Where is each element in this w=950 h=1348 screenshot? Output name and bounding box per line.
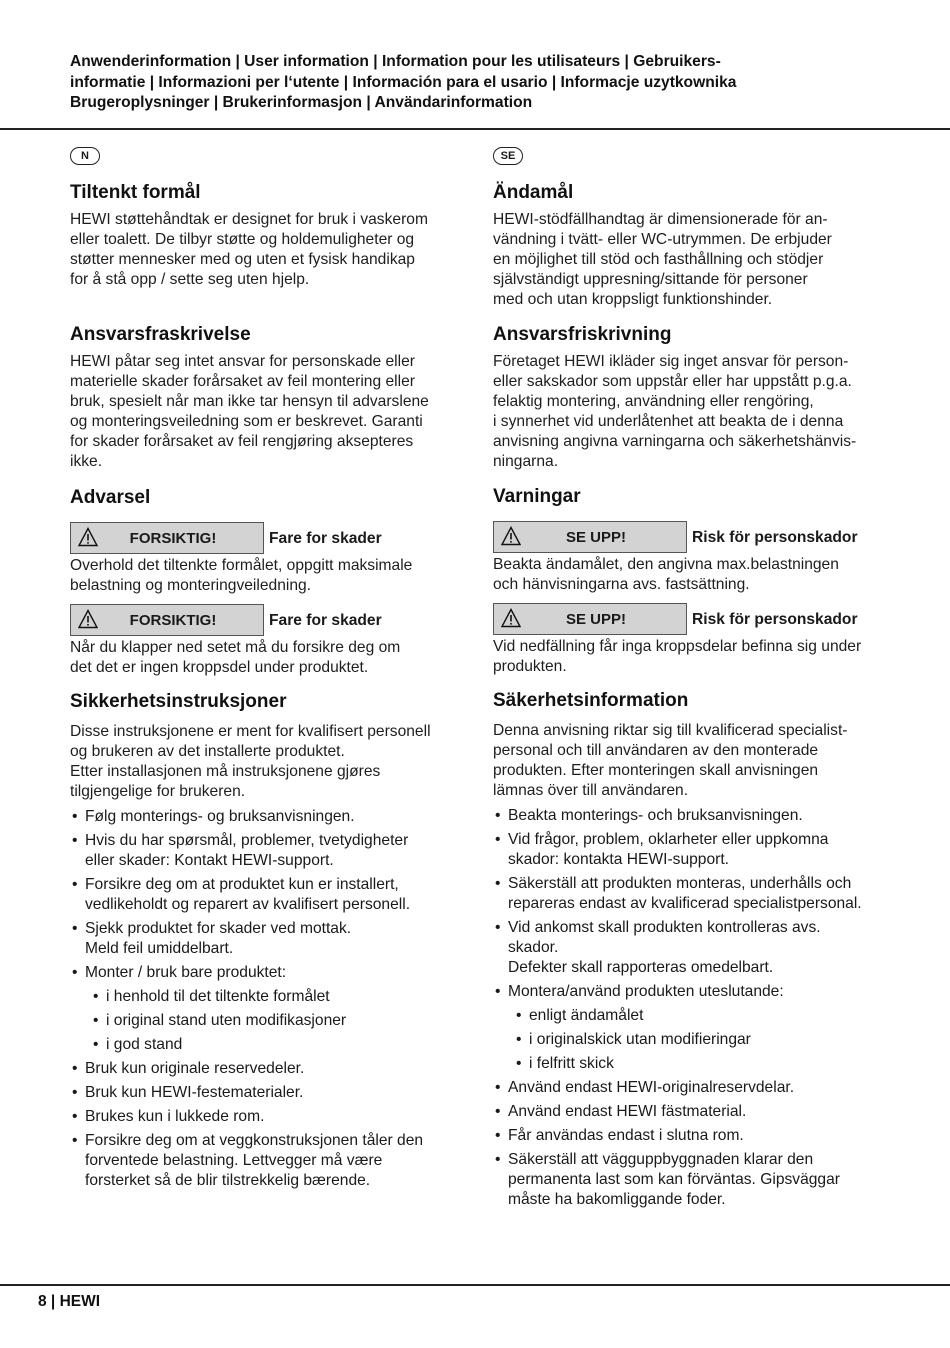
disclaimer-text: HEWI påtar seg intet ansvar for personskade eller materielle skader forårsaket av feil montering eller bruk, spesielt når man ikke tar hensyn til advarslene og monteringsveiledning som er beskrevet. Garanti for skader forårsaket av feil rengjøring aksepteres ikke. xyxy=(70,353,429,470)
sub-list-item: • i felfritt skick xyxy=(493,1054,883,1074)
sub-list-item: • i originalskick utan modifieringar xyxy=(493,1030,883,1050)
section-title-safety: Sikkerhetsinstruksjoner xyxy=(70,691,287,712)
safety-intro: Denna anvisning riktar sig till kvalificerad specialist- personal och till användaren av den monterade produkten. Efter monteringen skall anvisningen lämnas över till användaren. xyxy=(493,722,848,799)
warning-callout xyxy=(70,604,460,636)
list-item: • Forsikre deg om at veggkonstruksjonen tåler den forventede belastning. Lettvegger må være forsterket så de blir tilstrekkelig bærende. xyxy=(70,1131,460,1191)
warning-label: SE UPP! xyxy=(565,611,626,628)
column-norwegian xyxy=(70,146,460,1195)
list-item: • Vid ankomst skall produkten kontrolleras avs. skador. Defekter skall rapporteras omedelbart. xyxy=(493,918,883,978)
warning-callout xyxy=(493,603,883,635)
section-title-purpose: Ändamål xyxy=(493,182,574,203)
list-item: • Säkerställ att produkten monteras, underhålls och repareras endast av kvalificerad specialistpersonal. xyxy=(493,874,883,914)
list-item: • Hvis du har spørsmål, problemer, tvetydigheter eller skader: Kontakt HEWI-support. xyxy=(70,831,460,871)
list-item: • Får användas endast i slutna rom. xyxy=(493,1126,883,1146)
page-header xyxy=(70,52,910,114)
page-footer: 8 | HEWI xyxy=(38,1293,101,1310)
warning-label: FORSIKTIG! xyxy=(129,530,217,547)
header-divider xyxy=(0,128,950,130)
list-item: • Monter / bruk bare produktet: xyxy=(70,963,460,983)
language-badge: N xyxy=(70,147,100,165)
list-item: • Forsikre deg om at produktet kun er installert, vedlikeholdt og reparert av kvalifisert personell. xyxy=(70,875,460,915)
warning-hazard: Risk för personskador xyxy=(692,611,858,628)
warning-box xyxy=(493,521,687,553)
purpose-text: HEWI støttehåndtak er designet for bruk i vaskerom eller toalett. De tilbyr støtte og holdemuligheter og støtter mennesker med og uten et fysisk handikap for å stå opp / sette seg uten hjelp. xyxy=(70,211,428,288)
warning-text: Vid nedfällning får inga kroppsdelar befinna sig under produkten. xyxy=(493,638,862,675)
warning-callout xyxy=(70,522,460,554)
list-item: • Sjekk produktet for skader ved mottak. Meld feil umiddelbart. xyxy=(70,919,460,959)
list-item: • Använd endast HEWI fästmaterial. xyxy=(493,1102,883,1122)
warning-box xyxy=(493,603,687,635)
safety-intro: Disse instruksjonene er ment for kvalifisert personell og brukeren av det installerte produktet. Etter installasjonen må instruksjonene gjøres tilgjengelige for brukeren. xyxy=(70,723,431,800)
safety-list xyxy=(70,807,460,1191)
warning-label: FORSIKTIG! xyxy=(129,612,217,629)
sub-list-item: • i henhold til det tiltenkte formålet xyxy=(70,987,460,1007)
warning-text: Overhold det tiltenkte formålet, oppgitt maksimale belastning og monteringveiledning. xyxy=(70,557,413,594)
list-item: • Säkerställ att vägguppbyggnaden klarar den permanenta last som kan förväntas. Gipsväggar måste ha bakomliggande foder. xyxy=(493,1150,883,1210)
list-item: • Brukes kun i lukkede rom. xyxy=(70,1107,460,1127)
warning-callout xyxy=(493,521,883,553)
sub-list-item: • i original stand uten modifikasjoner xyxy=(70,1011,460,1031)
sub-list-item: • i god stand xyxy=(70,1035,460,1055)
header-line: Brugeroplysninger | Brukerinformasjon | Användarinformation xyxy=(70,94,533,111)
section-title-warning: Varningar xyxy=(493,486,581,507)
section-title-disclaimer: Ansvarsfraskrivelse xyxy=(70,324,251,345)
warning-box xyxy=(70,604,264,636)
list-item: • Använd endast HEWI-originalreservdelar. xyxy=(493,1078,883,1098)
disclaimer-text: Företaget HEWI ikläder sig inget ansvar för person- eller sakskador som uppstår eller har uppstått p.g.a. felaktig montering, användning eller rengöring, i synnerhet vid underlåtenhet att beakta de i denna anvisning angivna varningarna och säkerhetshänvis- ningarna. xyxy=(493,353,857,470)
column-swedish xyxy=(493,146,883,1214)
section-title-purpose: Tiltenkt formål xyxy=(70,182,201,203)
warning-text: Beakta ändamålet, den angivna max.belastningen och hänvisningarna avs. fastsättning. xyxy=(493,556,839,593)
purpose-text: HEWI-stödfällhandtag är dimensionerade för an- vändning i tvätt- eller WC-utrymmen. De erbjuder en möjlighet till stöd och fasthållning och stödjer självständigt uppresning/sittande för personer med och utan kroppsligt funktionshinder. xyxy=(493,211,832,308)
warning-hazard: Fare for skader xyxy=(269,612,382,629)
section-title-disclaimer: Ansvarsfriskrivning xyxy=(493,324,672,345)
section-title-safety: Säkerhetsinformation xyxy=(493,690,689,711)
warning-text: Når du klapper ned setet må du forsikre deg om det det er ingen kroppsdel under produktet. xyxy=(70,639,401,676)
header-line: informatie | Informazioni per l‘utente | Información para el usario | Informacje uzytkownika xyxy=(70,73,737,91)
list-item: • Bruk kun originale reservedeler. xyxy=(70,1059,460,1079)
list-item: • Montera/använd produkten uteslutande: xyxy=(493,982,883,1002)
list-item: • Bruk kun HEWI-festematerialer. xyxy=(70,1083,460,1103)
warning-box xyxy=(70,522,264,554)
list-item: • Beakta monterings- och bruksanvisningen. xyxy=(493,806,883,826)
warning-hazard: Risk för personskador xyxy=(692,529,858,546)
footer-divider xyxy=(0,1284,950,1286)
header-line: Anwenderinformation | User information | Information pour les utilisateurs | Gebruikers- xyxy=(70,53,721,70)
safety-list xyxy=(493,806,883,1210)
section-title-warning: Advarsel xyxy=(70,487,151,508)
list-item: • Vid frågor, problem, oklarheter eller uppkomna skador: kontakta HEWI-support. xyxy=(493,830,883,870)
warning-label: SE UPP! xyxy=(565,529,626,546)
warning-hazard: Fare for skader xyxy=(269,530,382,547)
list-item: • Følg monterings- og bruksanvisningen. xyxy=(70,807,460,827)
language-badge: SE xyxy=(493,147,523,165)
sub-list-item: • enligt ändamålet xyxy=(493,1006,883,1026)
